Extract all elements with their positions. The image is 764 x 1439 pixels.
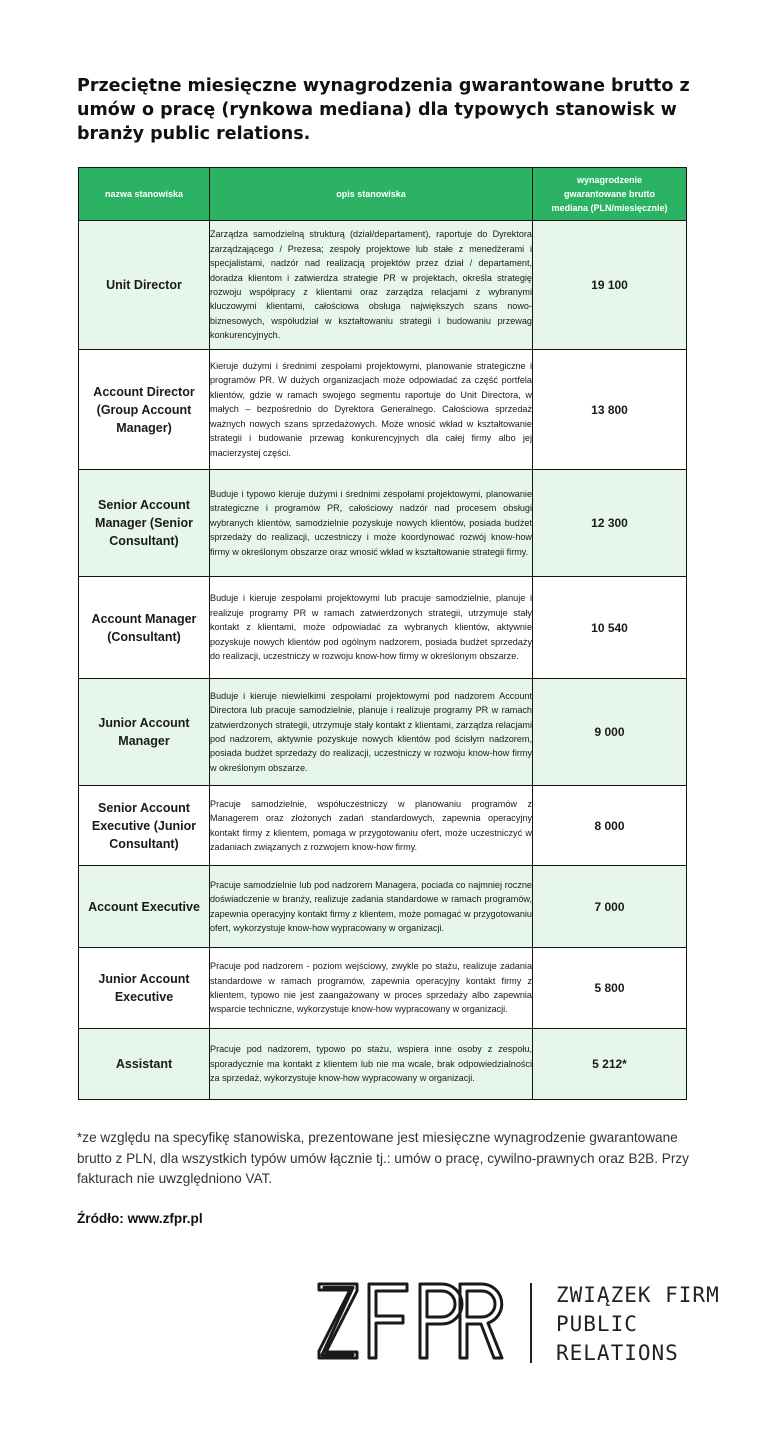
position-description: Buduje i typowo kieruje dużymi i średnimi zespołami projektowymi, planowanie strategiczne i programów PR, całościowy nadzór nad procesem obsługi wybranych klientów, samodzielnie pozyskuje nowych klientów, posiada budżet sprzedaży do realizacji, uczestniczy i może koordynować rozwój know-how firmy w określonym obszarze oraz wnosić wkład w kształtowanie strategii firmy. <box>210 470 533 577</box>
salary-table <box>78 167 687 1100</box>
table-row <box>79 866 687 948</box>
footnote: *ze względu na specyfikę stanowiska, prezentowane jest miesięczne wynagrodzenie gwarantowane brutto z PLN, dla wszystkich typów umów łącznie tj.: umów o pracę, cywilno-prawnych oraz B2B. Przy fakturach nie uwzględniono VAT. <box>77 1130 689 1186</box>
position-description: Pracuje samodzielnie, współuczestniczy w planowaniu programów z Managerem oraz złożonych zadań standardowych, zapewnia operacyjny kontakt firmy z klientem, pomaga w przygotowaniu ofert, może uczestniczyć w zadaniach związanych z rozwojem know-how firmy. <box>210 786 533 866</box>
table-header-row <box>79 168 687 221</box>
position-name: Account Manager (Consultant) <box>79 577 210 679</box>
page-title: Przeciętne miesięczne wynagrodzenia gwarantowane brutto z umów o pracę (rynkowa mediana) dla typowych stanowisk w branży public relations. <box>77 76 690 144</box>
logo-line-3: RELATIONS <box>556 1341 679 1365</box>
position-name: Junior Account Manager <box>79 679 210 786</box>
salary-value: 5 212* <box>533 1029 687 1100</box>
salary-value: 8 000 <box>533 786 687 866</box>
zfpr-logo-mark <box>316 1279 506 1363</box>
salary-value: 5 800 <box>533 948 687 1029</box>
position-description: Buduje i kieruje zespołami projektowymi lub pracuje samodzielnie, planuje i realizuje programy PR w ramach zatwierdzonych strategii, utrzymuje stały kontakt z klientami, może odpowiadać za wybranych klientów, aktywnie pozyskuje nowych klientów pod ogólnym nadzorem, posiada budżet sprzedaży do realizacji, uczestniczy w rozwoju know-how firmy w określonym obszarze. <box>210 577 533 679</box>
table-row <box>79 221 687 350</box>
position-description: Zarządza samodzielną strukturą (dział/departament), raportuje do Dyrektora zarządzającego / Prezesa; zespoły projektowe lub stałe z menedżerami i specjalistami, nadzór nad realizacją projektów przez dział / departament, doradza klientom i zatwierdza strategie PR w projektach, określa strategię rozwoju współpracy z klientami oraz zarządza relacjami z wybranymi kluczowymi klientami, całościowa obsługa największych szans nowo- biznesowych, współudział w kształtowaniu strategii i budowaniu przewag konkurencyjnych. <box>210 221 533 350</box>
salary-value: 10 540 <box>533 577 687 679</box>
position-name: Senior Account Executive (Junior Consultant) <box>79 786 210 866</box>
table-row <box>79 470 687 577</box>
position-name: Account Executive <box>79 866 210 948</box>
salary-value: 13 800 <box>533 350 687 470</box>
logo-line-1: ZWIĄZEK FIRM <box>556 1283 720 1307</box>
table-row <box>79 786 687 866</box>
source-line: Źródło: www.zfpr.pl <box>77 1211 203 1226</box>
logo-wordmark <box>556 1281 720 1368</box>
table-row <box>79 948 687 1029</box>
salary-value: 19 100 <box>533 221 687 350</box>
table-row <box>79 577 687 679</box>
position-name: Assistant <box>79 1029 210 1100</box>
header-description: opis stanowiska <box>210 168 533 221</box>
header-position: nazwa stanowiska <box>79 168 210 221</box>
header-salary <box>533 168 687 221</box>
salary-value: 9 000 <box>533 679 687 786</box>
table-row <box>79 679 687 786</box>
logo-line-2: PUBLIC <box>556 1312 638 1336</box>
position-description: Pracuje pod nadzorem, typowo po stażu, wspiera inne osoby z zespołu, sporadycznie ma kontakt z klientem lub nie ma wcale, brak odpowiedzialności za sprzedaż, wykorzystuje know-how wypracowany w organizacji. <box>210 1029 533 1100</box>
position-name: Unit Director <box>79 221 210 350</box>
position-description: Kieruje dużymi i średnimi zespołami projektowymi, planowanie strategiczne i programów PR. W dużych organizacjach może odpowiadać za część portfela klientów, gdzie w ramach swojego segmentu raportuje do Unit Directora, w małych – bezpośrednio do Dyrektora Generalnego. Całościowa sprzedaż ważnych nowych szans sprzedażowych. Może wnosić wkład w kształtowanie strategii i budowanie przewag konkurencyjnych dla całej firmy albo jej macierzystej części. <box>210 350 533 470</box>
table-row <box>79 350 687 470</box>
position-description: Pracuje samodzielnie lub pod nadzorem Managera, pociada co najmniej roczne doświadczenie w branży, realizuje zadania standardowe w ramach programów, zapewnia operacyjny kontakt firmy z klientem, może pomagać w przygotowaniu ofert, wykorzystuje know-how wypracowany w organizacji. <box>210 866 533 948</box>
header-salary-text: wynagrodzenie gwarantowane brutto mediana (PLN/miesięcznie) <box>551 175 668 213</box>
position-name: Senior Account Manager (Senior Consultant) <box>79 470 210 577</box>
position-description: Buduje i kieruje niewielkimi zespołami projektowymi pod nadzorem Account Directora lub pracuje samodzielnie, planuje i realizuje programy PR w ramach zatwierdzonych strategii, utrzymuje stały kontakt z klientami, zarządza relacjami pod nadzorem, aktywnie pozyskuje nowych klientów pod ścisłym nadzorem, posiada budżet sprzedaży do realizacji, uczestniczy w rozwoju know-how firmy w określonym obszarze. <box>210 679 533 786</box>
position-name: Account Director (Group Account Manager) <box>79 350 210 470</box>
logo-divider <box>530 1283 532 1363</box>
table-row <box>79 1029 687 1100</box>
salary-value: 12 300 <box>533 470 687 577</box>
position-description: Pracuje pod nadzorem - poziom wejściowy, zwykle po stażu, realizuje zadania standardowe w ramach programów, zapewnia operacyjny kontakt firmy z klientem, typowo nie jest zaangażowany w proces sprzedaży albo zapewnia wsparcie techniczne, wykorzystuje know-how wypracowany w organizacji. <box>210 948 533 1029</box>
salary-value: 7 000 <box>533 866 687 948</box>
position-name: Junior Account Executive <box>79 948 210 1029</box>
